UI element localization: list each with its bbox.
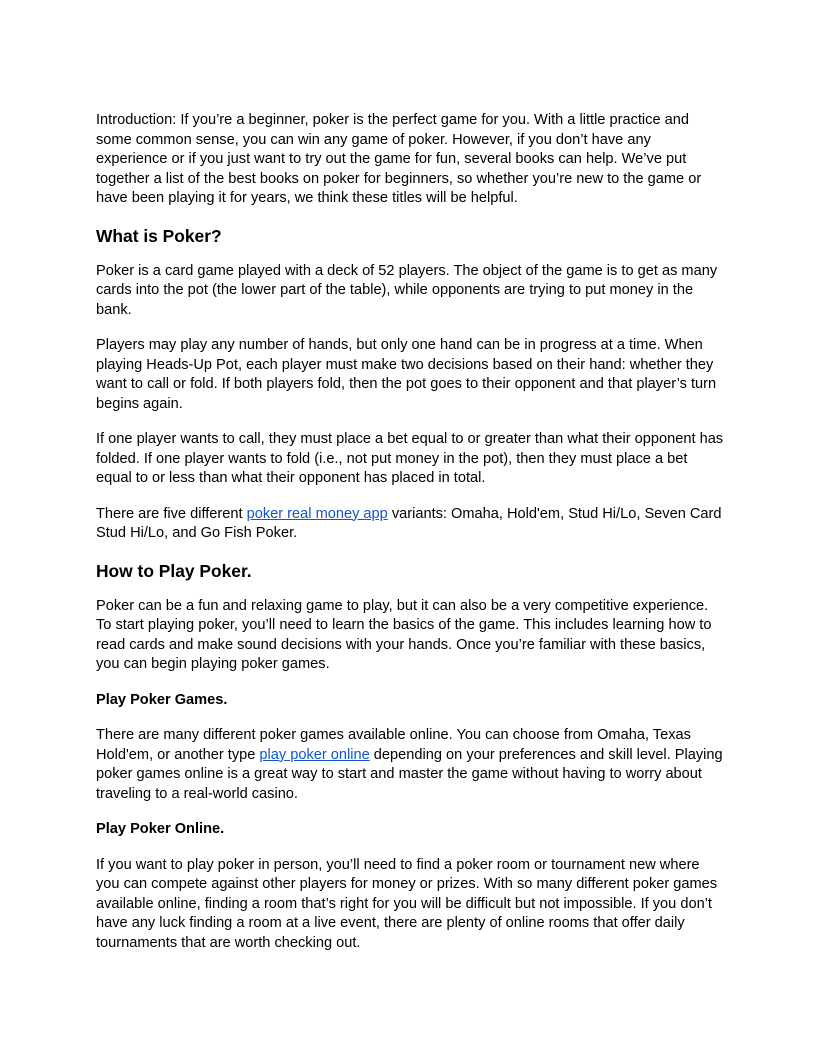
what-is-poker-paragraph-2: Players may play any number of hands, but only one hand can be in progress at a time. When playing Heads-Up Pot, each player must make two decisions based on their hand: whether they want to call or fold. If both players fold, then the pot goes to their opponent and that player’s turn begins again. [96,337,717,412]
intro-paragraph: Introduction: If you’re a beginner, poker is the perfect game for you. With a little practice and some common sense, you can win any game of poker. However, if you don’t have any experience or if you just want to try out the game for fun, several books can help. We’ve put together a list of the best books on poker for beginners, so whether you’re new to the game or have been playing it for years, we think these titles will be helpful. [96,112,702,206]
what-is-poker-paragraph-1: Poker is a card game played with a deck of 52 players. The object of the game is to get as many cards into the pot (the lower part of the table), while opponents are trying to put money in the bank. [96,262,718,318]
heading-play-poker-games: Play Poker Games. [96,691,228,708]
heading-what-is-poker: What is Poker? [96,225,222,246]
games-text-after: depending on your preferences and skill level. Playing poker games online is a great way to start and master the game without having to worry about traveling to a real-world casino. [96,746,723,802]
variants-text-before: There are five different [96,505,247,522]
play-poker-online-link[interactable]: play poker online [259,746,370,763]
play-poker-online-paragraph: If you want to play poker in person, you’ll need to find a poker room or tournament new where you can compete against other players for money or prizes. With so many different poker games available online, finding a room that’s right for you will be difficult but not impossible. If you don’t have any luck finding a room at a live event, there are plenty of online rooms that offer daily tournaments that are worth checking out. [96,856,718,951]
games-text-before: There are many different poker games available online. You can choose from Omaha, Texas Hold'em, or another type [96,727,691,763]
how-to-play-paragraph: Poker can be a fun and relaxing game to play, but it can also be a very competitive experience. To start playing poker, you’ll need to learn the basics of the game. This includes learning how to read cards and make sound decisions with your hands. Once you’re familiar with these basics, you can begin playing poker games. [96,597,712,672]
heading-how-to-play: How to Play Poker. [96,560,252,581]
play-poker-games-paragraph [96,726,724,804]
what-is-poker-paragraph-4 [96,505,724,544]
what-is-poker-paragraph-3: If one player wants to call, they must place a bet equal to or greater than what their opponent has folded. If one player wants to fold (i.e., not put money in the pot), then they must place a bet equal to or less than what their opponent has placed in total. [96,431,724,486]
variants-text-after: variants: Omaha, Hold'em, Stud Hi/Lo, Seven Card Stud Hi/Lo, and Go Fish Poker. [96,505,722,541]
heading-play-poker-online: Play Poker Online. [96,821,225,837]
document-page [96,111,724,953]
poker-real-money-app-link[interactable]: poker real money app [246,505,388,522]
